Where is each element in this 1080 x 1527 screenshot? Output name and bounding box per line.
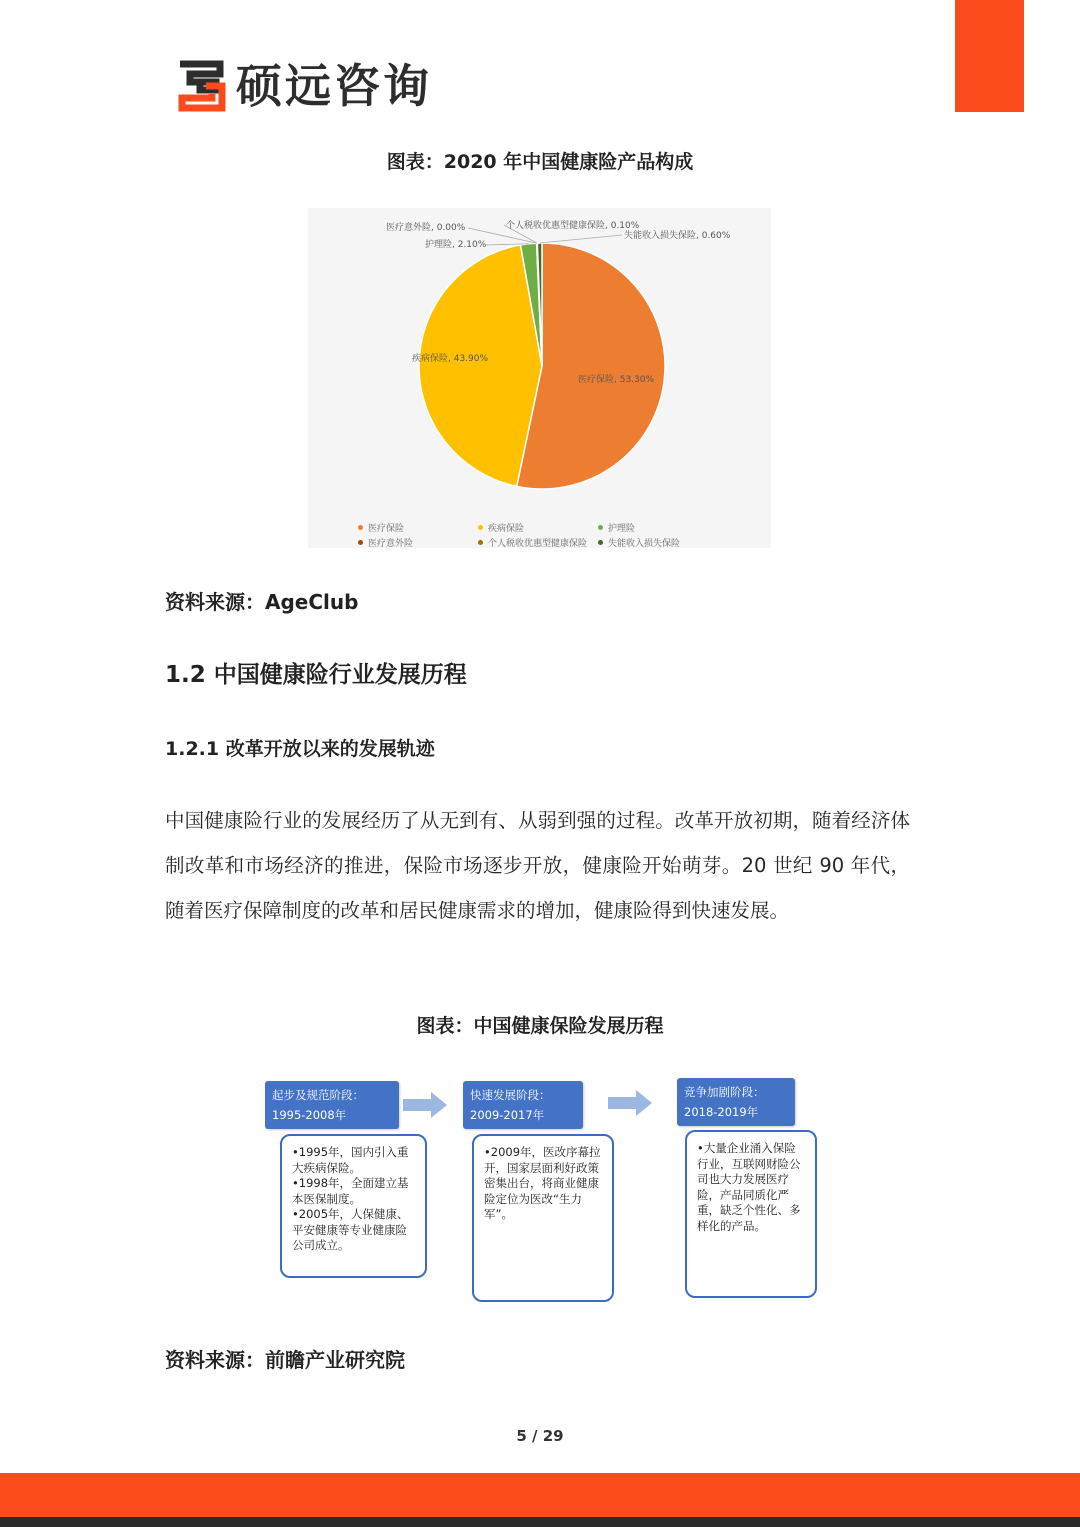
figure1-source: 资料来源：AgeClub — [165, 590, 359, 614]
arrow-right-icon — [403, 1092, 447, 1118]
stage-3-box — [685, 1130, 817, 1298]
stage-1-bullet-2: •1998年，全面建立基本医保制度。 — [292, 1176, 409, 1206]
legend-swatch — [478, 525, 483, 530]
slice-label: 疾病保险, 43.90% — [412, 354, 489, 364]
stage-1-box — [280, 1134, 427, 1278]
legend-swatch — [478, 540, 483, 545]
stage-3-bullet-1: •大量企业涌入保险行业，互联网财险公司也大力发展医疗险，产品同质化严重，缺乏个性化、多样化的产品。 — [697, 1141, 801, 1233]
slice-label: 失能收入损失保险, 0.60% — [624, 231, 731, 241]
stage-1-bullet-3: •2005年，人保健康、平安健康等专业健康险公司成立。 — [292, 1207, 409, 1252]
stage-1-years: 1995-2008年 — [272, 1108, 347, 1122]
stage-1-bullet-1: •1995年，国内引入重大疾病保险。 — [292, 1145, 409, 1175]
legend-label: 医疗保险 — [368, 524, 405, 534]
slice-label: 医疗保险, 53.30% — [578, 375, 655, 385]
pie-chart-panel — [308, 208, 771, 548]
stage-3-header — [677, 1078, 795, 1126]
pie-chart — [308, 208, 771, 548]
legend-label: 医疗意外险 — [368, 539, 414, 549]
slice-label: 护理险, 2.10% — [425, 240, 487, 250]
figure2-title: 图表：中国健康保险发展历程 — [416, 1015, 664, 1037]
legend-item — [358, 521, 404, 534]
section-heading: 1.2 中国健康险行业发展历程 — [165, 662, 467, 688]
stage-1-header — [265, 1081, 399, 1129]
brand-logo — [176, 58, 432, 114]
figure2-source: 资料来源：前瞻产业研究院 — [165, 1348, 405, 1372]
stage-1-name: 起步及规范阶段： — [272, 1088, 364, 1102]
figure1-title: 图表：2020 年中国健康险产品构成 — [386, 151, 694, 173]
pie-slice — [419, 245, 542, 486]
legend-label: 失能收入损失保险 — [608, 539, 681, 549]
timeline-diagram — [258, 1072, 828, 1312]
s-logo-icon — [176, 60, 228, 112]
stage-3-years: 2018-2019年 — [684, 1105, 759, 1119]
stage-3-name: 竞争加剧阶段： — [684, 1085, 765, 1099]
brand-name: 硕远咨询 — [236, 59, 432, 113]
subsection-heading: 1.2.1 改革开放以来的发展轨迹 — [165, 738, 435, 760]
legend-label: 疾病保险 — [488, 524, 525, 534]
stage-2-name: 快速发展阶段： — [470, 1088, 551, 1102]
stage-2-bullet-1: •2009年，医改序幕拉开，国家层面利好政策密集出台，将商业健康险定位为医改“生力军”。 — [484, 1145, 601, 1221]
stage-2-box — [472, 1134, 614, 1302]
legend-swatch — [598, 525, 603, 530]
legend-item — [478, 521, 524, 534]
slice-label: 个人税收优惠型健康保险, 0.10% — [506, 221, 640, 231]
legend-label: 护理险 — [608, 524, 636, 534]
legend-item — [478, 536, 587, 549]
corner-accent-bar — [955, 0, 1024, 112]
footer-accent-bar — [0, 1473, 1080, 1517]
legend-swatch — [358, 525, 363, 530]
legend-label: 个人税收优惠型健康保险 — [488, 539, 588, 549]
arrow-right-icon — [608, 1090, 652, 1116]
stage-2-years: 2009-2017年 — [470, 1108, 545, 1122]
leader-line — [540, 235, 622, 243]
body-paragraph: 中国健康险行业的发展经历了从无到有、从弱到强的过程。改革开放初期，随着经济体制改革和市场经济的推进，保险市场逐步开放，健康险开始萌芽。20 世纪 90 年代，随着医疗保障制度的改革和居民健康需求的增加，健康险得到快速发展。 — [165, 809, 910, 922]
legend-swatch — [598, 540, 603, 545]
legend-item — [598, 521, 635, 534]
page-number: 5 / 29 — [516, 1427, 564, 1445]
legend-item — [358, 536, 413, 549]
legend-item — [598, 536, 680, 549]
stage-2-header — [463, 1081, 583, 1129]
footer-dark-strip — [0, 1517, 1080, 1527]
slice-label: 医疗意外险, 0.00% — [386, 223, 466, 233]
legend-swatch — [358, 540, 363, 545]
